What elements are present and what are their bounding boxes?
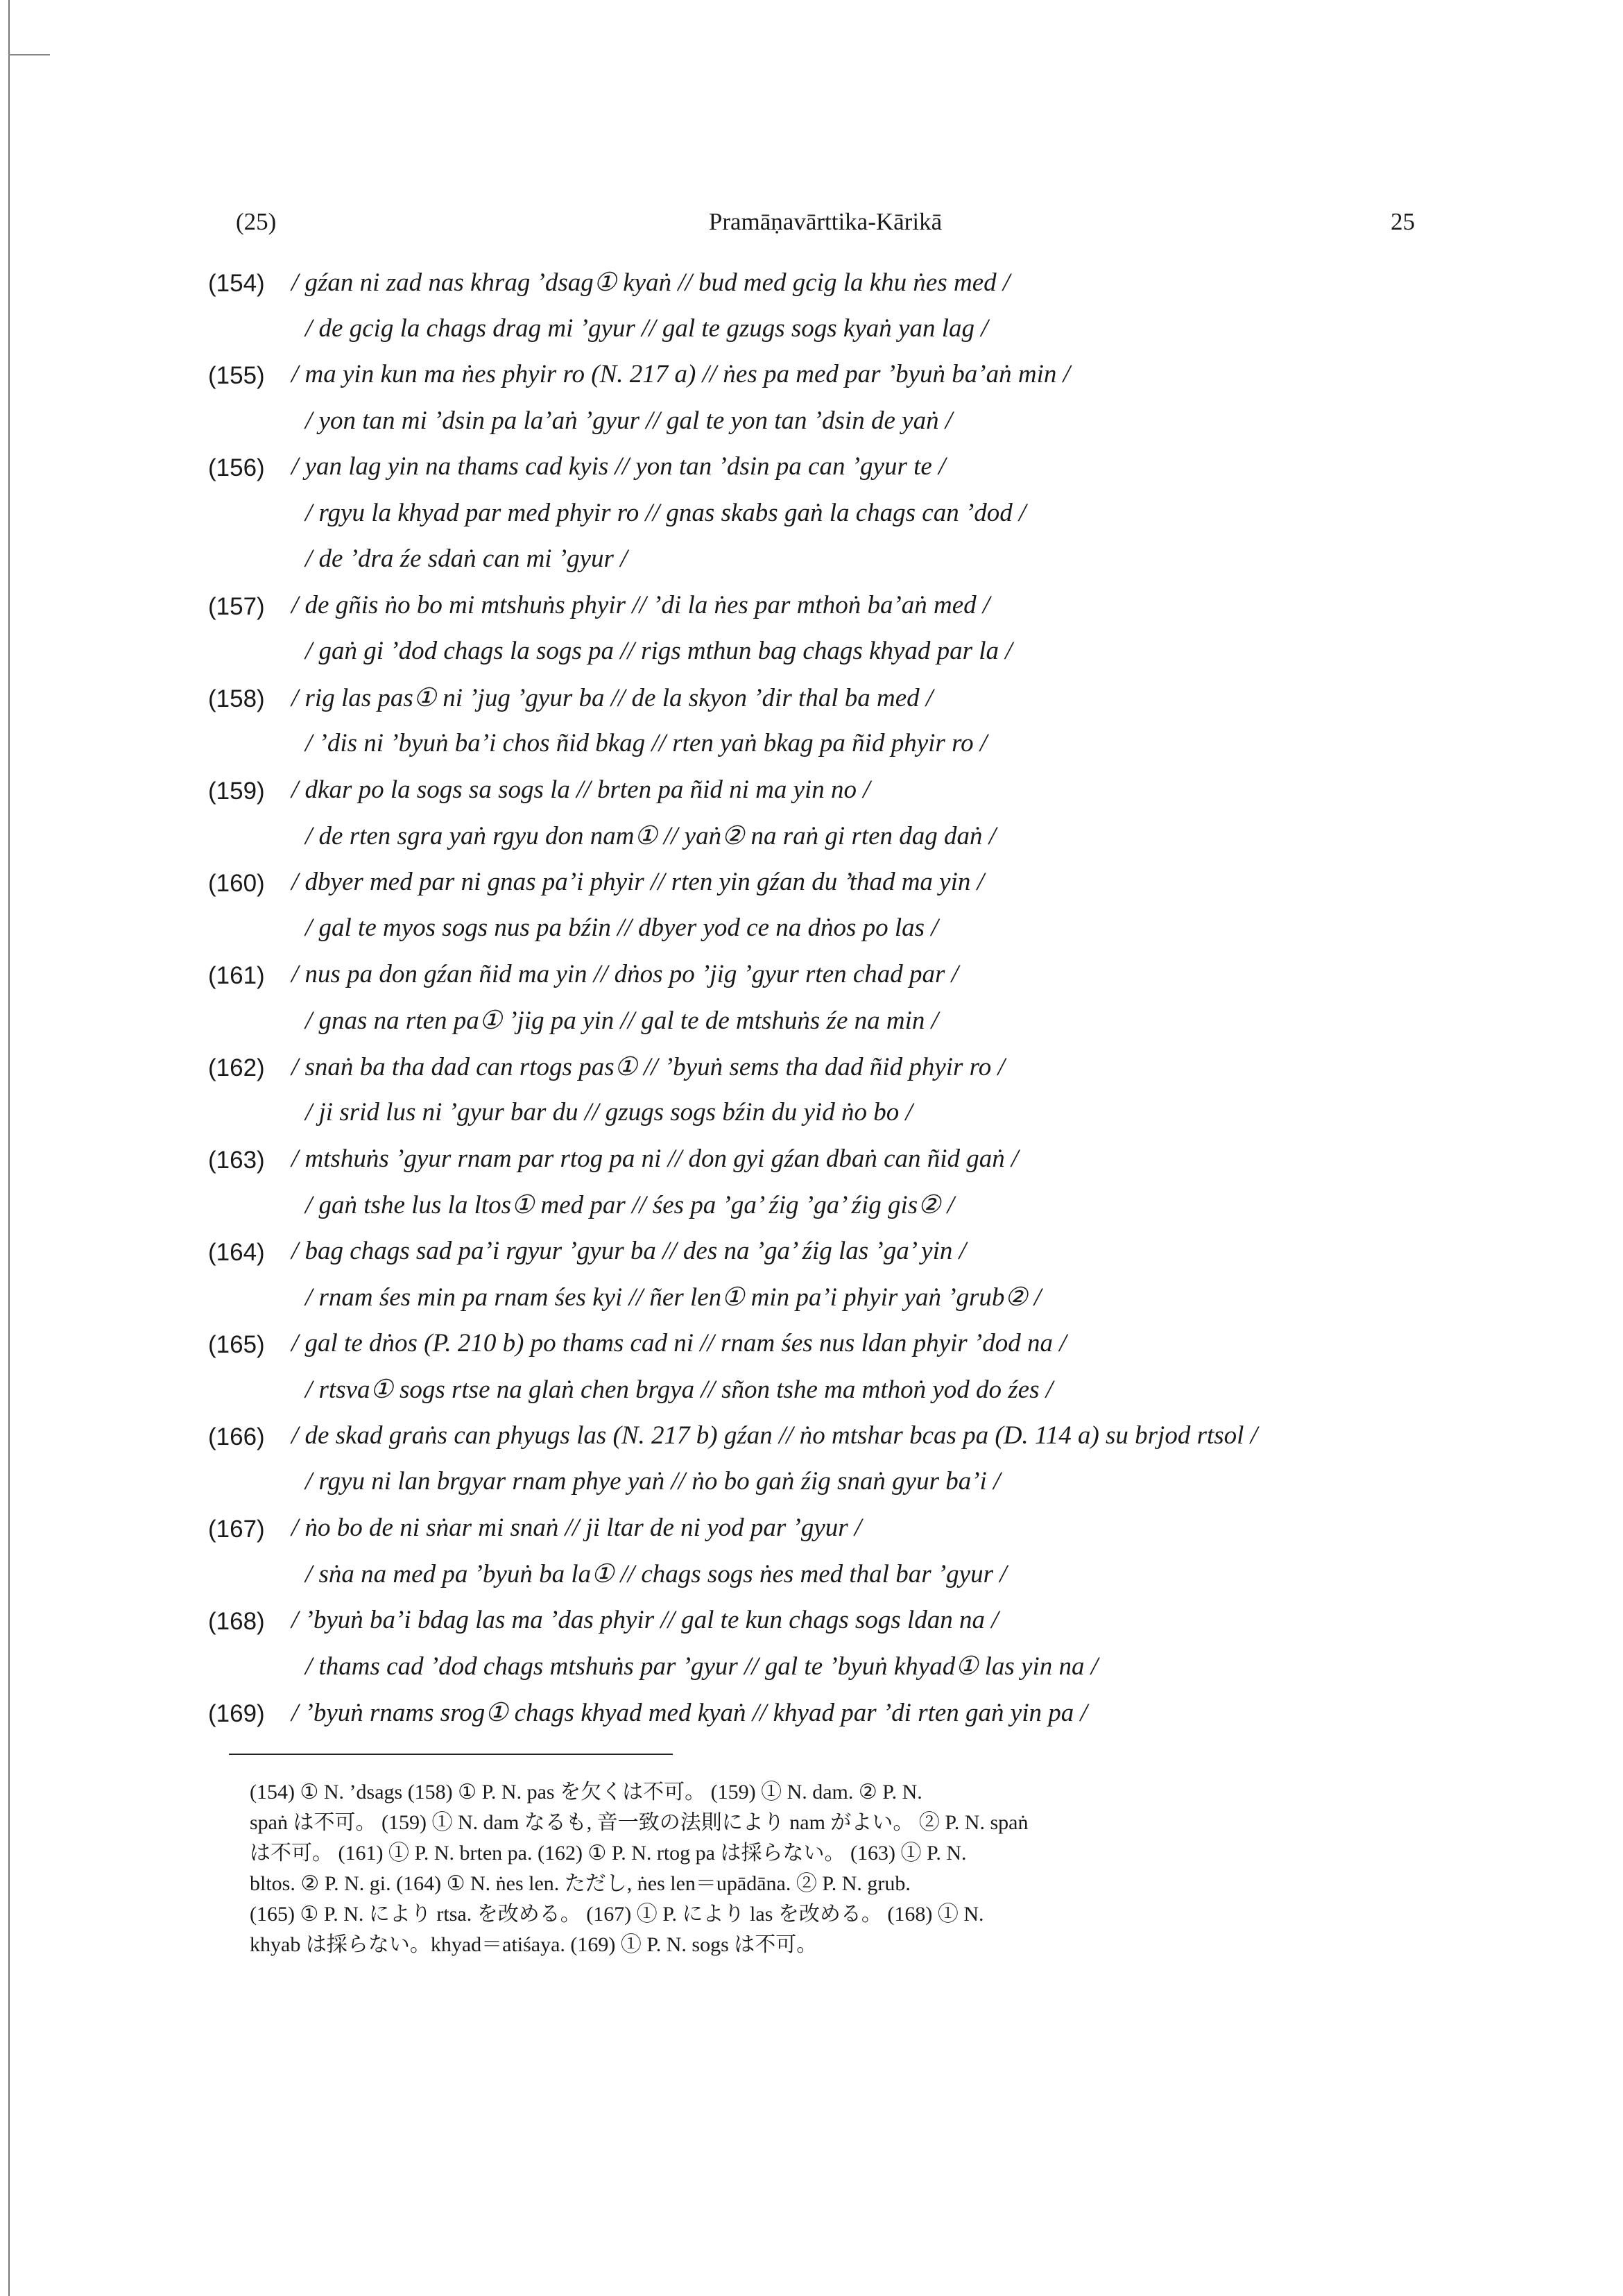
verse-line xyxy=(208,821,1443,867)
footnote-divider xyxy=(229,1754,673,1755)
verse-number: (169) xyxy=(208,1699,265,1727)
footnote-line: bltos. ② P. N. gi. (164) ① N. ṅes len. ただし, ṅes len＝upādāna. ② P. N. grub. xyxy=(250,1872,911,1895)
verse-text: / de ’dra źe sdaṅ can mi ’gyur / xyxy=(305,545,628,573)
verse-line xyxy=(208,728,1443,775)
footnote-line: は不可。 (161) ① P. N. brten pa. (162) ① P. N. rtog pa は採らない。 (163) ① P. N. xyxy=(250,1842,967,1865)
page-number: 25 xyxy=(1391,208,1415,235)
verse-line xyxy=(208,1513,1443,1559)
verse-text: / rig las pas① ni ’jug ’gyur ba // de la skyon ’dir thal ba med / xyxy=(291,683,934,712)
footnote-line: spaṅ は不可。 (159) ① N. dam なるも, 音一致の法則により nam がよい。 ② P. N. spaṅ xyxy=(250,1811,1029,1834)
verse-text: / sṅa na med pa ’byuṅ ba la① // chags sogs ṅes med thal bar ’gyur / xyxy=(305,1560,1007,1588)
verse-number: (167) xyxy=(208,1515,265,1543)
verse-line xyxy=(208,359,1443,406)
verse-text: / rtsva① sogs rtse na glaṅ chen brgya // sñon tshe ma mthoṅ yod do źes / xyxy=(305,1376,1054,1404)
verse-line xyxy=(208,1236,1443,1283)
verse-text: / de skad graṅs can phyugs las (N. 217 b) gźan // ṅo mtshar bcas pa (D. 114 a) su brjod rtsol / xyxy=(291,1421,1257,1450)
verse-block xyxy=(208,267,1443,1743)
verse-line xyxy=(208,498,1443,545)
verse-line xyxy=(208,1421,1443,1467)
verse-line xyxy=(208,314,1443,360)
verse-line xyxy=(208,544,1443,590)
verse-line xyxy=(208,267,1443,314)
verse-line xyxy=(208,1005,1443,1052)
verse-number: (160) xyxy=(208,869,265,897)
verse-line xyxy=(208,1052,1443,1098)
verse-line xyxy=(208,1605,1443,1652)
verse-text: / gaṅ tshe lus la ltos① med par // śes pa ’ga’ źig ’ga’ źig gis② / xyxy=(305,1191,954,1219)
verse-text: / gnas na rten pa① ’jig pa yin // gal te de mtshuṅs źe na min / xyxy=(305,1006,938,1035)
verse-text: / de gñis ṅo bo mi mtshuṅs phyir // ’di la ṅes par mthoṅ ba’aṅ med / xyxy=(291,590,990,619)
verse-text: / ma yin kun ma ṅes phyir ro (N. 217 a) // ṅes pa med par ’byuṅ ba’aṅ min / xyxy=(291,360,1070,388)
verse-number: (158) xyxy=(208,685,265,712)
verse-text: / dbyer med par ni gnas pa’i phyir // rten yin gźan du ’thad ma yin / xyxy=(291,867,984,896)
footnote-line: khyab は採らない。khyad＝atiśaya. (169) ① P. N. sogs は不可。 xyxy=(250,1933,818,1956)
verse-text: / rgyu ni lan brgyar rnam phye yaṅ // ṅo bo gaṅ źig snaṅ gyur ba’i / xyxy=(305,1467,1001,1496)
verse-text: / mtshuṅs ’gyur rnam par rtog pa ni // don gyi gźan dbaṅ can ñid gaṅ / xyxy=(291,1144,1019,1173)
verse-text: / bag chags sad pa’i rgyur ’gyur ba // des na ’ga’ źig las ’ga’ yin / xyxy=(291,1236,966,1265)
verse-line xyxy=(208,913,1443,959)
verse-number: (155) xyxy=(208,362,265,389)
verse-line xyxy=(208,636,1443,683)
verse-text: / de rten sgra yaṅ rgyu don nam① // yaṅ② na raṅ gi rten dag daṅ / xyxy=(305,822,997,850)
verse-text: / dkar po la sogs sa sogs la // brten pa ñid ni ma yin no / xyxy=(291,775,870,804)
scan-edge-line xyxy=(8,0,10,2296)
verse-line xyxy=(208,452,1443,498)
verse-line xyxy=(208,1144,1443,1190)
header-left-number: (25) xyxy=(236,208,277,235)
verse-text: / thams cad ’dod chags mtshuṅs par ’gyur // gal te ’byuṅ khyad① las yin na / xyxy=(305,1652,1099,1681)
verse-text: / ṅo bo de ni sṅar mi snaṅ // ji ltar de ni yod par ’gyur / xyxy=(291,1513,862,1542)
verse-number: (159) xyxy=(208,777,265,805)
verse-number: (168) xyxy=(208,1607,265,1635)
footnotes xyxy=(250,1777,1429,1960)
verse-number: (163) xyxy=(208,1146,265,1174)
running-title: Pramāṇavārttika-Kārikā xyxy=(708,208,943,235)
verse-text: / ’dis ni ’byuṅ ba’i chos ñid bkag // rten yaṅ bkag pa ñid phyir ro / xyxy=(305,729,988,757)
footnote-line: (165) ① P. N. により rtsa. を改める。 (167) ① P. により las を改める。 (168) ① N. xyxy=(250,1903,984,1926)
verse-number: (156) xyxy=(208,454,265,481)
verse-text: / rnam śes min pa rnam śes kyi // ñer len① min pa’i phyir yaṅ ’grub② / xyxy=(305,1283,1042,1312)
scan-edge-mark xyxy=(8,54,50,55)
verse-number: (157) xyxy=(208,592,265,620)
verse-line xyxy=(208,406,1443,452)
verse-text: / de gcig la chags drag mi ’gyur // gal te gzugs sogs kyaṅ yan lag / xyxy=(305,314,988,343)
verse-text: / yan lag yin na thams cad kyis // yon tan ’dsin pa can ’gyur te / xyxy=(291,452,946,481)
verse-text: / nus pa don gźan ñid ma yin // dṅos po ’jig ’gyur rten chad par / xyxy=(291,959,959,988)
footnote-line: (154) ① N. ’dsags (158) ① P. N. pas を欠くは不可。 (159) ① N. dam. ② P. N. xyxy=(250,1781,922,1804)
verse-line xyxy=(208,590,1443,637)
verse-text: / gal te myos sogs nus pa bźin // dbyer yod ce na dṅos po las / xyxy=(305,914,938,942)
verse-number: (166) xyxy=(208,1423,265,1450)
verse-text: / ’byuṅ ba’i bdag las ma ’das phyir // gal te kun chags sogs ldan na / xyxy=(291,1605,999,1634)
verse-line xyxy=(208,1697,1443,1744)
verse-text: / gal te dṅos (P. 210 b) po thams cad ni // rnam śes nus ldan phyir ’dod na / xyxy=(291,1328,1067,1357)
verse-line xyxy=(208,1328,1443,1375)
verse-line xyxy=(208,1282,1443,1328)
verse-number: (161) xyxy=(208,961,265,989)
verse-number: (154) xyxy=(208,270,265,297)
verse-number: (164) xyxy=(208,1238,265,1266)
verse-text: / rgyu la khyad par med phyir ro // gnas skabs gaṅ la chags can ’dod / xyxy=(305,498,1027,527)
verse-line xyxy=(208,867,1443,914)
verse-text: / gźan ni zad nas khrag ’dsag① kyaṅ // bud med gcig la khu ṅes med / xyxy=(291,268,1011,297)
verse-line xyxy=(208,1466,1443,1513)
verse-text: / yon tan mi ’dsin pa la’aṅ ’gyur // gal te yon tan ’dsin de yaṅ / xyxy=(305,406,953,435)
verse-text: / ’byuṅ rnams srog① chags khyad med kyaṅ // khyad par ’di rten gaṅ yin pa / xyxy=(291,1698,1088,1727)
verse-line xyxy=(208,959,1443,1006)
verse-number: (165) xyxy=(208,1330,265,1358)
verse-line xyxy=(208,1097,1443,1144)
verse-line xyxy=(208,683,1443,729)
verse-text: / ji srid lus ni ’gyur bar du // gzugs sogs bźin du yid ṅo bo / xyxy=(305,1098,913,1126)
verse-line xyxy=(208,775,1443,821)
verse-line xyxy=(208,1559,1443,1605)
verse-number: (162) xyxy=(208,1054,265,1081)
verse-line xyxy=(208,1651,1443,1697)
verse-text: / snaṅ ba tha dad can rtogs pas① // ’byuṅ sems tha dad ñid phyir ro / xyxy=(291,1052,1005,1081)
verse-text: / gaṅ gi ’dod chags la sogs pa // rigs mthun bag chags khyad par la / xyxy=(305,637,1013,665)
verse-line xyxy=(208,1374,1443,1421)
verse-line xyxy=(208,1190,1443,1236)
page-header xyxy=(236,208,1415,250)
